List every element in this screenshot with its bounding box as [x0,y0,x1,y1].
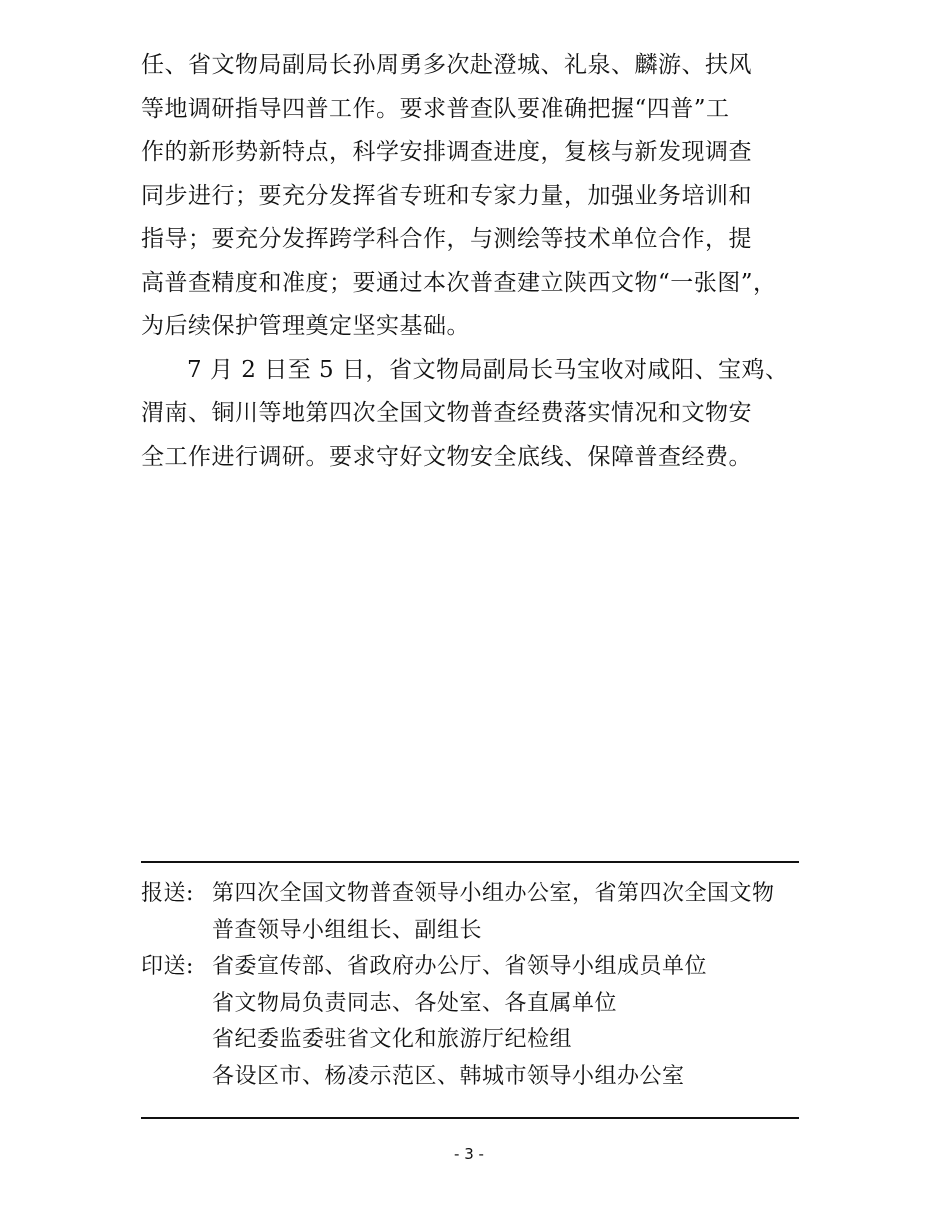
paragraph-line: 同步进行；要充分发挥省专班和专家力量，加强业务培训和 [141,182,752,209]
recipient-line: 第四次全国文物普查领导小组办公室，省第四次全国文物 [212,881,775,906]
paragraph-line: 任、省文物局副局长孙周勇多次赴澄城、礼泉、麟游、扶风 [141,52,752,78]
recipient-line: 省文物局负责同志、各处室、各直属单位 [212,990,618,1016]
paragraph-line: 高普查精度和准度；要通过本次普查建立陕西文物“一张图”， [141,269,777,296]
recipient-line: 省纪委监委驻省文化和旅游厅纪检组 [212,1027,573,1052]
distribution-bottom-rule [141,1117,799,1119]
report-to-row [141,876,801,949]
recipient-line: 各设区市、杨凌示范区、韩城市领导小组办公室 [212,1063,685,1089]
paragraph-line: 作的新形势新特点，科学安排调查进度，复核与新发现调查 [141,139,752,165]
copy-to-label: 印送: [141,954,194,979]
report-to-recipients [212,876,801,949]
paragraph-line: 指导；要充分发挥跨学科合作，与测绘等技术单位合作，提 [141,226,752,252]
recipient-line: 普查领导小组组长、副组长 [212,917,483,943]
copy-to-recipients [212,949,801,1095]
paragraph-line: 全工作进行调研。要求守好文物安全底线、保障普查经费。 [141,443,752,470]
paragraph-1 [141,44,801,349]
copy-to-row [141,949,801,1095]
paragraph-line: 渭南、铜川等地第四次全国文物普查经费落实情况和文物安 [141,400,752,426]
distribution-top-rule [141,861,799,863]
paragraph-line: 7 月 2 日至 5 日，省文物局副局长马宝收对咸阳、宝鸡、 [187,356,789,383]
recipient-line: 省委宣传部、省政府办公厅、省领导小组成员单位 [212,954,708,979]
paragraph-line: 等地调研指导四普工作。要求普查队要准确把握“四普”工 [141,95,730,122]
body-text [141,44,801,479]
page-number: - 3 - [454,1145,484,1163]
paragraph-2 [141,349,801,480]
report-to-label: 报送: [141,881,194,906]
distribution-list [141,876,801,1095]
paragraph-line: 为后续保护管理奠定坚实基础。 [141,313,470,339]
